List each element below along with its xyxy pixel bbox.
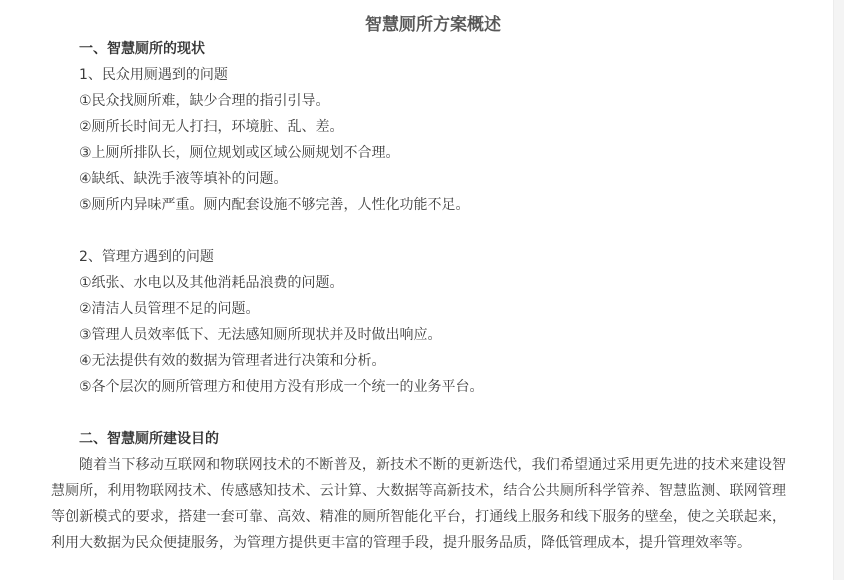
vertical-scrollbar[interactable] — [833, 0, 844, 580]
subsection-title-management: 2、管理方遇到的问题 — [79, 249, 214, 265]
list-item: ⑤各个层次的厕所管理方和使用方没有形成一个统一的业务平台。 — [79, 379, 484, 395]
list-item: ①纸张、水电以及其他消耗品浪费的问题。 — [79, 275, 344, 291]
purpose-paragraph-block — [51, 452, 786, 556]
purpose-paragraph: 随着当下移动互联网和物联网技术的不断普及，新技术不断的更新迭代，我们希望通过采用更先进的技术来建设智慧厕所，利用物联网技术、传感感知技术、云计算、大数据等高新技术，结合公共厕所科学管养、智慧监测、联网管理等创新模式的要求，搭建一套可靠、高效、精准的厕所智能化平台，打通线上服务和线下服务的壁垒，使之关联起来，利用大数据为民众便捷服务，为管理方提供更丰富的管理手段，提升服务品质，降低管理成本，提升管理效率等。 — [51, 457, 786, 551]
list-item: ②清洁人员管理不足的问题。 — [79, 301, 260, 317]
section-heading-purpose: 二、智慧厕所建设目的 — [79, 431, 219, 447]
list-item: ④无法提供有效的数据为管理者进行决策和分析。 — [79, 353, 386, 369]
list-item: ④缺纸、缺洗手液等填补的问题。 — [79, 171, 288, 187]
list-item: ③上厕所排队长，厕位规划或区域公厕规划不合理。 — [79, 145, 400, 161]
list-item: ①民众找厕所难，缺少合理的指引引导。 — [79, 93, 330, 109]
list-item: ②厕所长时间无人打扫，环境脏、乱、差。 — [79, 119, 344, 135]
list-item: ③管理人员效率低下、无法感知厕所现状并及时做出响应。 — [79, 327, 442, 343]
document-title: 智慧厕所方案概述 — [365, 15, 501, 35]
section-heading-status: 一、智慧厕所的现状 — [79, 41, 205, 57]
list-item: ⑤厕所内异味严重。厕内配套设施不够完善，人性化功能不足。 — [79, 197, 470, 213]
subsection-title-public: 1、民众用厕遇到的问题 — [79, 67, 228, 83]
